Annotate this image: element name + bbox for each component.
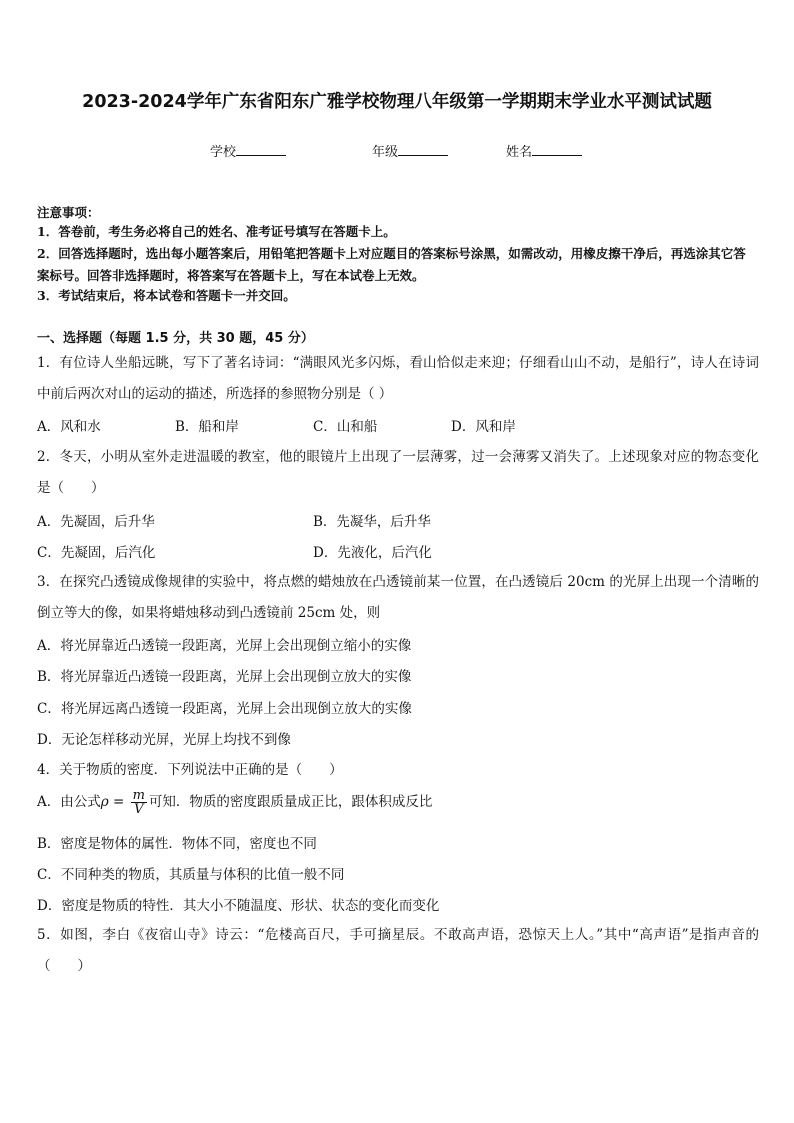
note-item-3: 3．考试结束后，将本试卷和答题卡一并交回。 [37, 288, 296, 303]
note-item-1: 1．答卷前，考生务必将自己的姓名、准考证号填写在答题卡上。 [37, 224, 396, 239]
q3-option-a: A．将光屏靠近凸透镜一段距离，光屏上会出现倒立缩小的实像 [37, 638, 412, 654]
q1-option-c: C．山和船 [313, 419, 378, 435]
q4-option-a-suffix: 可知．物质的密度跟质量成正比，跟体积成反比 [148, 794, 433, 810]
question-3-stem: 3．在探究凸透镜成像规律的实验中，将点燃的蜡烛放在凸透镜前某一位置，在凸透镜后 20cm 的光屏上出现一个清晰的倒立等大的像，如果将蜡烛移动到凸透镜前 25cm 处，则 [37, 574, 759, 621]
note-item-2: 2．回答选择题时，选出每小题答案后，用铅笔把答题卡上对应题目的答案标号涂黑，如需改动，用橡皮擦干净后，再选涂其它答案标号。回答非选择题时，将答案写在答题卡上，写在本试卷上无效。 [37, 246, 746, 283]
fraction-denominator: V [134, 802, 144, 817]
school-blank[interactable] [236, 143, 286, 156]
q2-option-b: B．先凝华，后升华 [313, 514, 431, 530]
question-2-stem: 2．冬天，小明从室外走进温暖的教室，他的眼镜片上出现了一层薄雾，过一会薄雾又消失了。上述现象对应的物态变化是（ ） [37, 449, 759, 496]
section-heading: 一、选择题（每题 1.5 分，共 30 题，45 分） [37, 331, 314, 346]
q2-option-c: C．先凝固，后汽化 [37, 545, 156, 561]
question-1-stem: 1．有位诗人坐船远眺，写下了著名诗词：“满眼风光多闪烁，看山恰似走来迎；仔细看山山不动，是船行”，诗人在诗词中前后两次对山的运动的描述，所选择的参照物分别是（ ） [37, 355, 759, 402]
question-4-stem: 4．关于物质的密度．下列说法中正确的是（ ） [37, 762, 343, 778]
notes-heading: 注意事项： [37, 205, 100, 220]
q1-option-a: A．风和水 [37, 419, 101, 435]
q3-option-b: B．将光屏靠近凸透镜一段距离，光屏上会出现倒立放大的实像 [37, 669, 412, 685]
q4-option-d: D．密度是物质的特性．其大小不随温度、形状、状态的变化而变化 [37, 898, 440, 914]
exam-title: 2023-2024学年广东省阳东广雅学校物理八年级第一学期期末学业水平测试试题 [82, 92, 712, 112]
q2-option-a: A．先凝固，后升华 [37, 514, 155, 530]
grade-field[interactable] [372, 141, 448, 160]
q3-option-d: D．无论怎样移动光屏，光屏上均找不到像 [37, 732, 291, 748]
name-label: 姓名 [506, 145, 533, 160]
school-label: 学校 [210, 145, 237, 160]
fraction-numerator: m [132, 788, 145, 803]
mass-over-volume-fraction [131, 789, 147, 816]
q4-option-a [37, 789, 432, 816]
density-symbol: ρ [100, 794, 109, 810]
name-blank[interactable] [532, 143, 582, 156]
q1-option-b: B．船和岸 [175, 419, 239, 435]
q4-option-c: C．不同种类的物质，其质量与体积的比值一般不同 [37, 867, 345, 883]
grade-blank[interactable] [398, 143, 448, 156]
grade-label: 年级 [372, 145, 399, 160]
equals-sign: = [108, 794, 129, 810]
name-field[interactable] [506, 141, 582, 160]
q2-option-d: D．先液化，后汽化 [313, 545, 432, 561]
q4-option-b: B．密度是物体的属性．物体不同，密度也不同 [37, 836, 317, 852]
q4-option-a-prefix: A．由公式 [37, 794, 101, 810]
q1-option-d: D．风和岸 [451, 419, 516, 435]
question-5-stem: 5．如图，李白《夜宿山寺》诗云：“危楼高百尺，手可摘星辰。不敢高声语，恐惊天上人。”其中“高声语”是指声音的（ ） [37, 927, 759, 974]
school-field[interactable] [210, 141, 286, 160]
q3-option-c: C．将光屏远离凸透镜一段距离，光屏上会出现倒立放大的实像 [37, 701, 412, 717]
